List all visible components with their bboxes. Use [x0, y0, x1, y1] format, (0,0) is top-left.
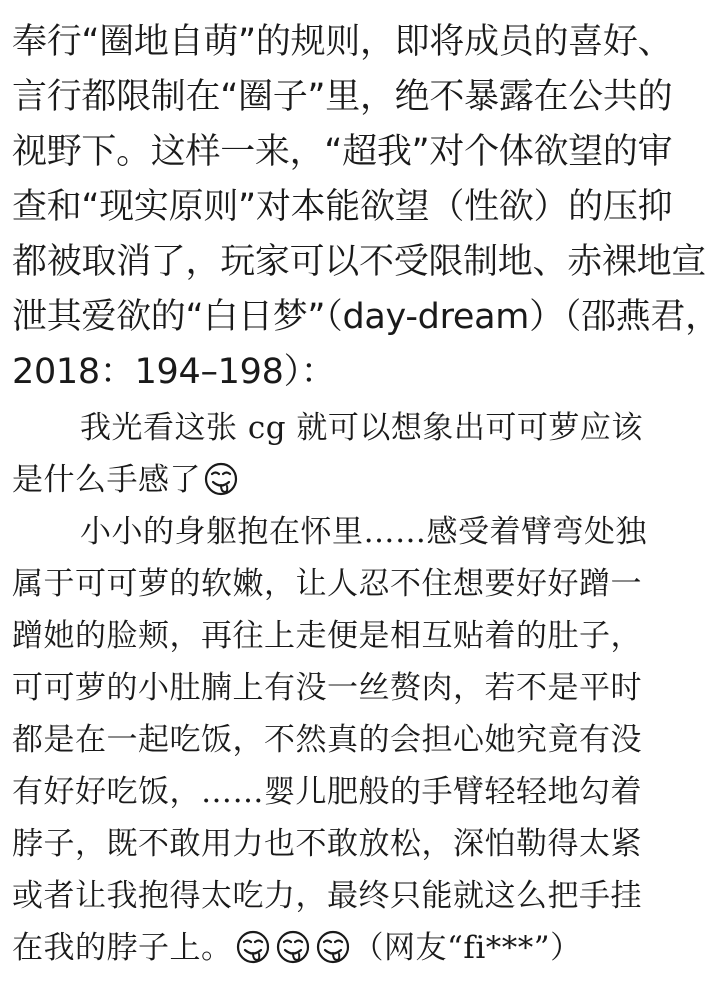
passage-line: 查和“现实原则”对本能欲望（性欲）的压抑	[12, 187, 673, 227]
smirk-tongue-face-icon	[204, 462, 238, 496]
smirk-tongue-face-icon	[316, 930, 350, 964]
quote-line-text: 在我的脖子上。	[12, 930, 233, 966]
quote-line: 我光看这张 cg 就可以想象出可可萝应该	[80, 410, 643, 446]
passage-line: 奉行“圈地自萌”的规则，即将成员的喜好、	[12, 22, 673, 62]
smirk-tongue-face-icon	[236, 930, 270, 964]
quote-line: 都是在一起吃饭，不然真的会担心她究竟有没	[12, 722, 642, 758]
quote-line: 可可萝的小肚腩上有没一丝赘肉，若不是平时	[12, 670, 642, 706]
passage-line: 都被取消了，玩家可以不受限制地、赤裸地宣	[12, 242, 707, 282]
passage-line: 言行都限制在“圈子”里，绝不暴露在公共的	[12, 77, 673, 117]
passage-line: 泄其爱欲的“白日梦”（day-dream）（邵燕君，	[12, 297, 720, 337]
quote-line: 小小的身躯抱在怀里……感受着臂弯处独	[80, 514, 647, 550]
quote-line: 蹭她的脸颊，再往上走便是相互贴着的肚子，	[12, 618, 642, 654]
quote-source: （网友“fi***”）	[352, 930, 582, 966]
quote-line: 属于可可萝的软嫩，让人忍不住想要好好蹭一	[12, 566, 642, 602]
quote-line: 或者让我抱得太吃力，最终只能就这么把手挂	[12, 878, 642, 914]
passage-line: 视野下。这样一来，“超我”对个体欲望的审	[12, 132, 673, 172]
quote-line-text: 是什么手感了	[12, 462, 201, 498]
passage-line: 2018：194–198）：	[12, 352, 336, 392]
quote-line: 有好好吃饭，……婴儿肥般的手臂轻轻地勾着	[12, 774, 642, 810]
quote-line	[12, 928, 582, 968]
quote-line: 脖子，既不敢用力也不敢放松，深怕勒得太紧	[12, 826, 642, 862]
quote-line	[12, 460, 241, 500]
smirk-tongue-face-icon	[276, 930, 310, 964]
